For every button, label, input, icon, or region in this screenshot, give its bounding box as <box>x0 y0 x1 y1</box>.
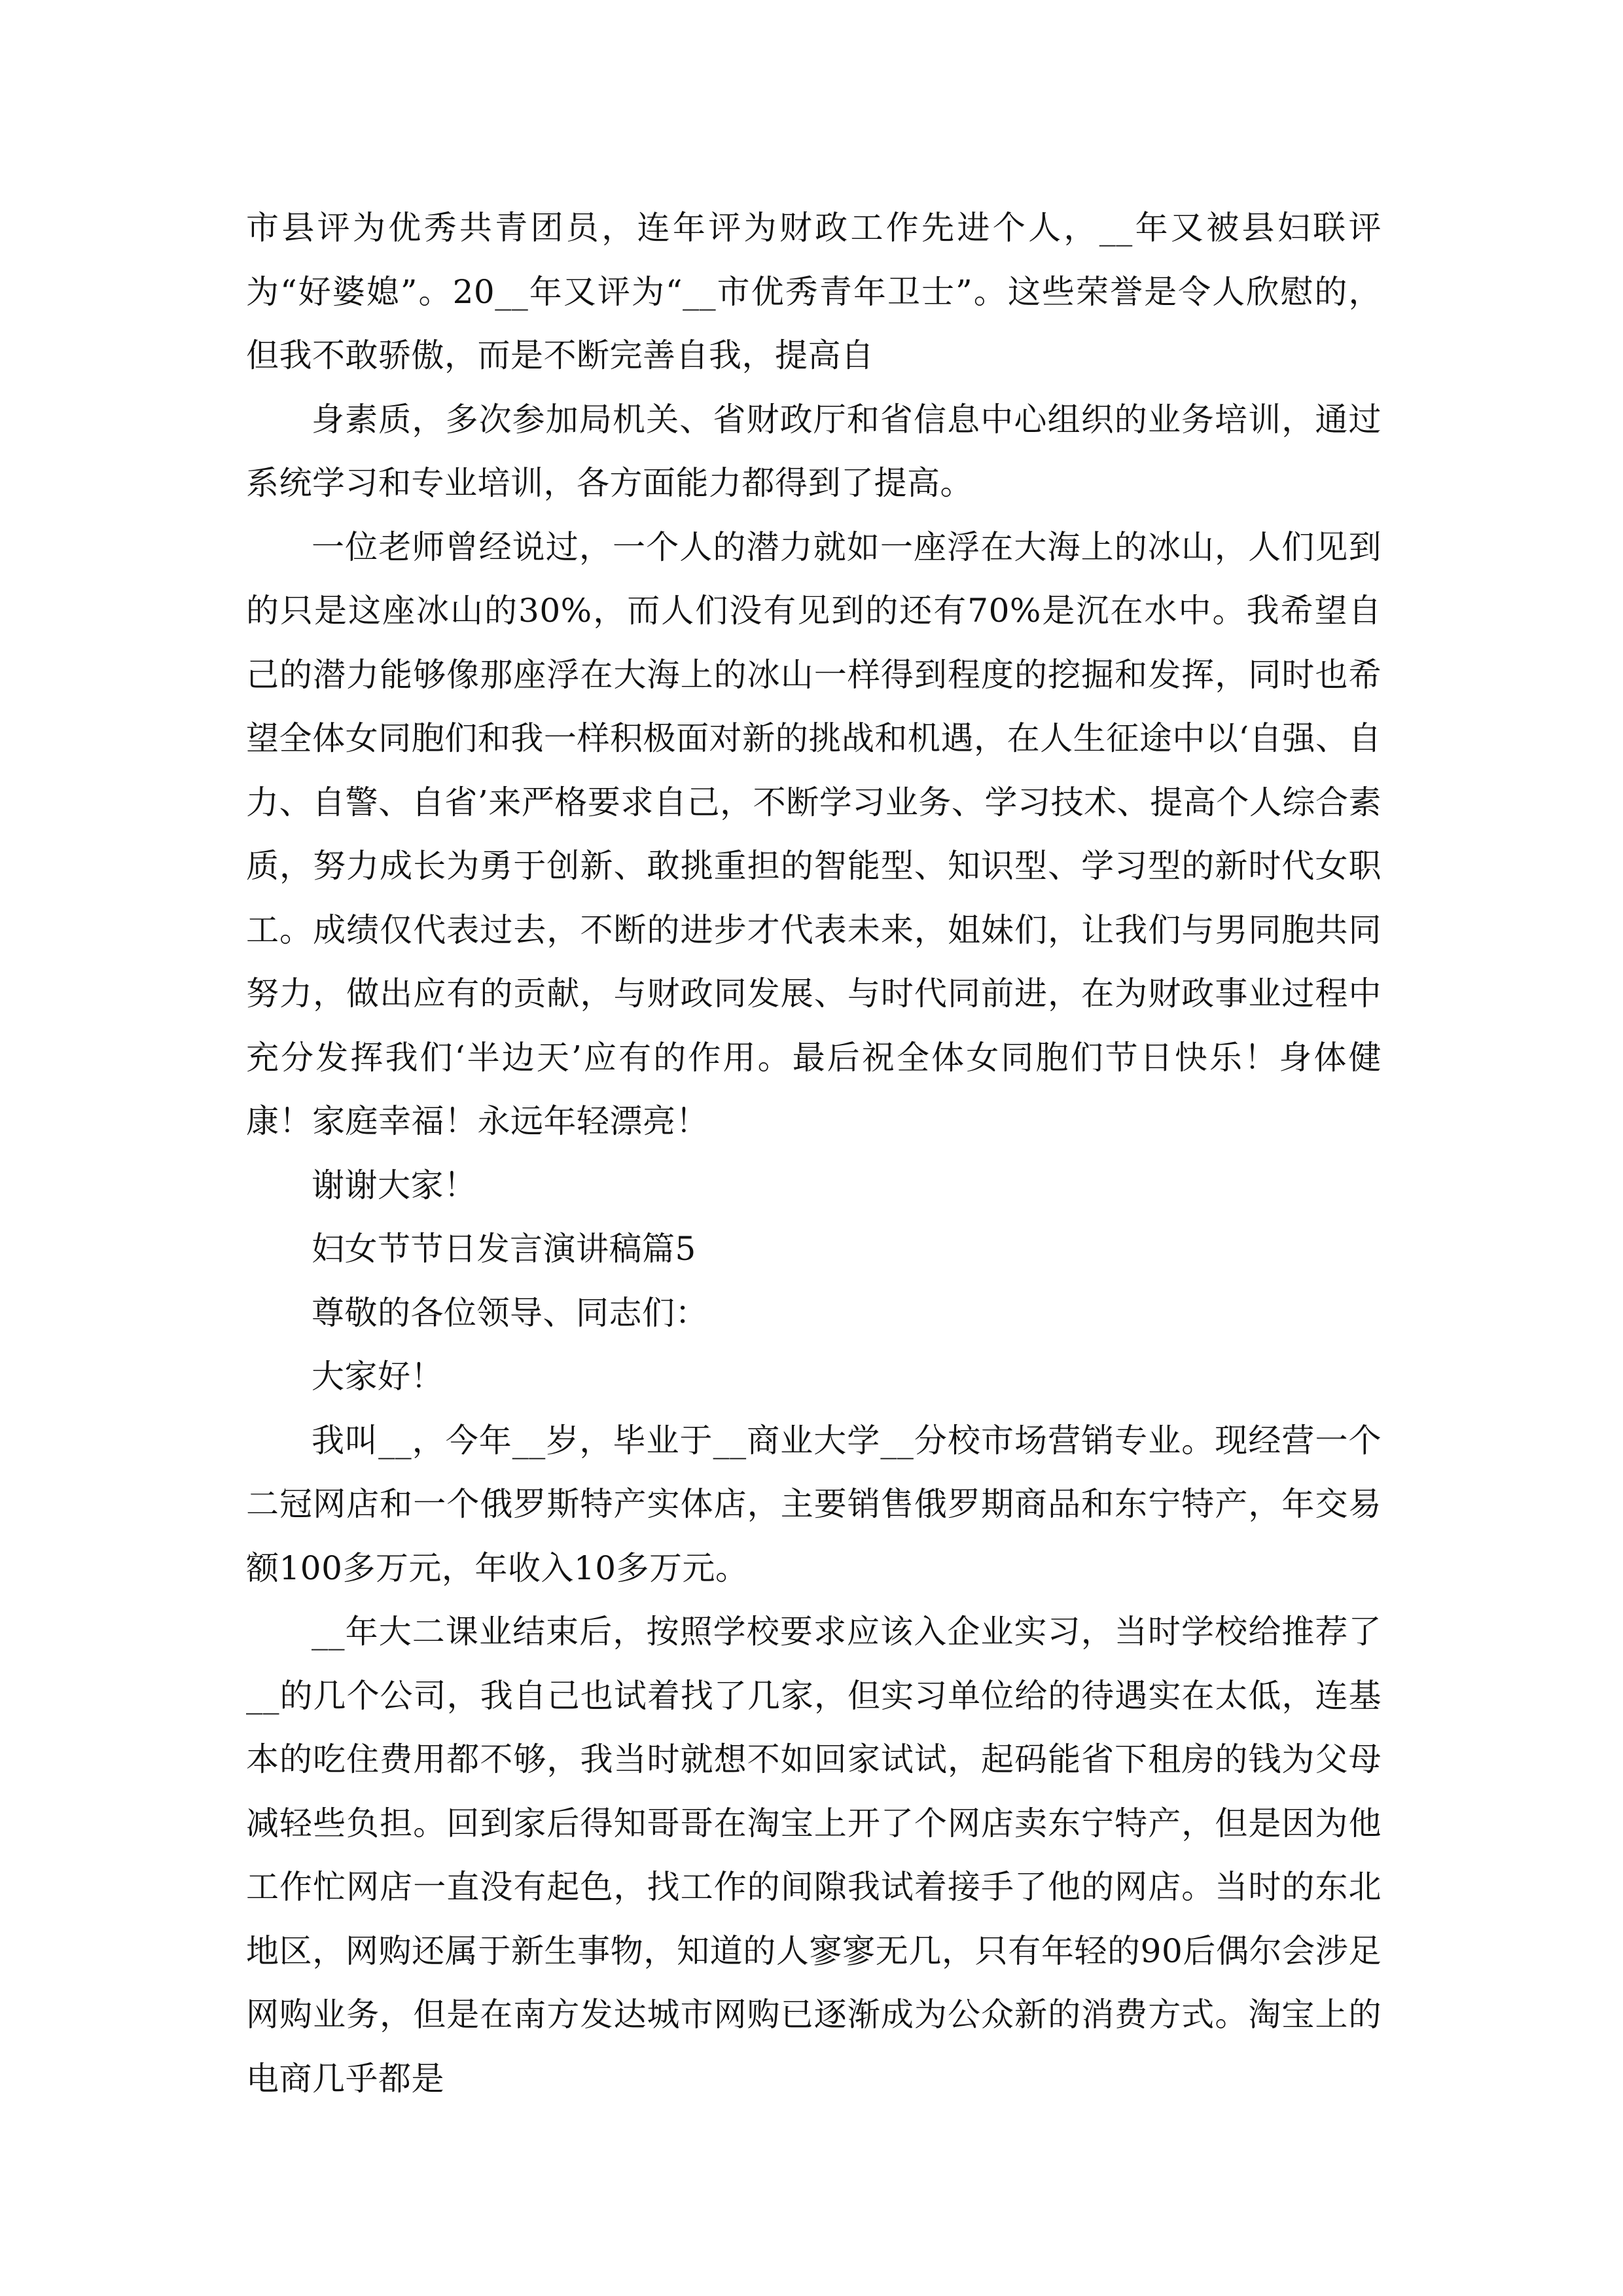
section-heading: 妇女节节日发言演讲稿篇5 <box>312 1230 696 1268</box>
paragraph-3: 一位老师曾经说过，一个人的潜力就如一座浮在大海上的冰山，人们见到的只是这座冰山的30%，而人们没有见到的还有70%是沉在水中。我希望自己的潜力能够像那座浮在大海上的冰山一样得到程度的挖掘和发挥，同时也希望全体女同胞们和我一样积极面对新的挑战和机遇，在人生征途中以‘自强、自力、自警、自省’来严格要求自己，不断学习业务、学习技术、提高个人综合素质，努力成长为勇于创新、敢挑重担的智能型、知识型、学习型的新时代女职工。成绩仅代表过去，不断的进步才代表未来，姐妹们，让我们与男同胞共同努力，做出应有的贡献，与财政同发展、与时代同前进，在为财政事业过程中充分发挥我们‘半边天’应有的作用。最后祝全体女同胞们节日快乐！身体健康！家庭幸福！永远年轻漂亮！ <box>246 528 1382 1140</box>
greeting: 大家好！ <box>312 1357 444 1395</box>
salutation: 尊敬的各位领导、同志们： <box>312 1293 708 1332</box>
paragraph-1: 市县评为优秀共青团员，连年评为财政工作先进个人，__年又被县妇联评为“好婆媳”。20__年又评为“__市优秀青年卫士”。这些荣誉是令人欣慰的，但我不敢骄傲，而是不断完善自我，提高自 <box>246 209 1382 374</box>
paragraph-2: 身素质，多次参加局机关、省财政厅和省信息中心组织的业务培训，通过系统学习和专业培训，各方面能力都得到了提高。 <box>246 400 1382 502</box>
paragraph-4: 谢谢大家！ <box>312 1166 477 1204</box>
body-text <box>246 196 1382 2111</box>
paragraph-9: __年大二课业结束后，按照学校要求应该入企业实习，当时学校给推荐了__的几个公司，我自己也试着找了几家，但实习单位给的待遇实在太低，连基本的吃住费用都不够，我当时就想不如回家试试，起码能省下租房的钱为父母减轻些负担。回到家后得知哥哥在淘宝上开了个网店卖东宁特产，但是因为他工作忙网店一直没有起色，找工作的间隙我试着接手了他的网店。当时的东北地区，网购还属于新生事物，知道的人寥寥无几，只有年轻的90后偶尔会涉足网购业务，但是在南方发达城市网购已逐渐成为公众新的消费方式。淘宝上的电商几乎都是 <box>246 1613 1382 2098</box>
paragraph-8: 我叫__，今年__岁，毕业于__商业大学__分校市场营销专业。现经营一个二冠网店和一个俄罗斯特产实体店，主要销售俄罗期商品和东宁特产，年交易额100多万元，年收入10多万元。 <box>246 1421 1382 1587</box>
